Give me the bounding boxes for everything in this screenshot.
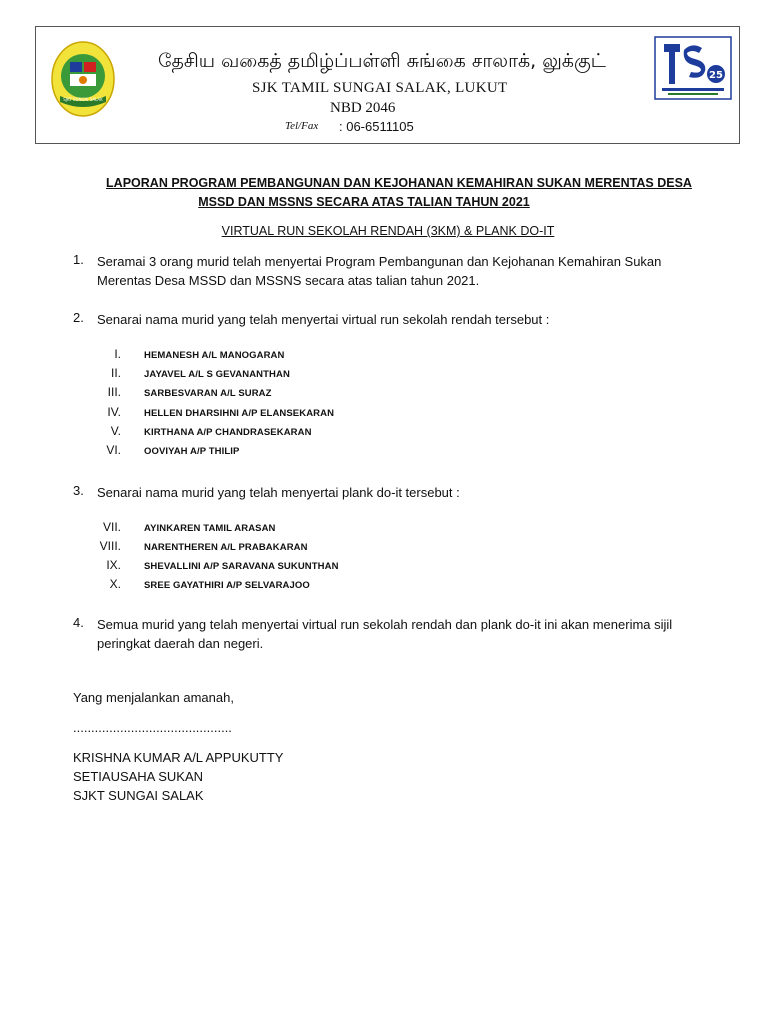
student-name: SHEVALLINI A/P SARAVANA SUKUNTHAN <box>144 561 339 572</box>
student-name: AYINKAREN TAMIL ARASAN <box>144 523 276 534</box>
list-roman: V. <box>110 424 121 438</box>
report-title-line2: MSSD DAN MSSNS SECARA ATAS TALIAN TAHUN 2021 <box>198 195 530 209</box>
student-name: NARENTHEREN A/L PRABAKARAN <box>144 542 308 553</box>
student-name: SREE GAYATHIRI A/P SELVARAJOO <box>144 580 310 591</box>
item-number: 4. <box>73 615 84 630</box>
closing-text: Yang menjalankan amanah, <box>73 690 234 705</box>
school-name-tamil: தேசிய வகைத் தமிழ்ப்பள்ளி சுங்கை சாலாக், லுக்குட் <box>158 50 606 72</box>
signatory-name: KRISHNA KUMAR A/L APPUKUTTY <box>73 750 284 765</box>
report-title-line1: LAPORAN PROGRAM PEMBANGUNAN DAN KEJOHANAN KEMAHIRAN SUKAN MERENTAS DESA <box>106 176 692 190</box>
item-text: Senarai nama murid yang telah menyertai virtual run sekolah rendah tersebut : <box>97 312 550 327</box>
item-text: Semua murid yang telah menyertai virtual run sekolah rendah dan plank do-it ini akan menerima sijil peringkat daerah dan negeri. <box>97 617 673 651</box>
tel-fax-label: Tel/Fax <box>285 120 319 132</box>
item-number: 2. <box>73 310 84 325</box>
signatory-school: SJKT SUNGAI SALAK <box>73 788 204 803</box>
student-name: HELLEN DHARSIHNI A/P ELANSEKARAN <box>144 408 335 419</box>
school-crest-logo <box>50 40 116 118</box>
list-roman: VII. <box>102 520 121 534</box>
list-roman: IX. <box>106 558 121 572</box>
list-roman: VIII. <box>99 539 121 553</box>
report-subtitle: VIRTUAL RUN SEKOLAH RENDAH (3KM) & PLANK DO-IT <box>221 224 555 238</box>
school-name: SJK TAMIL SUNGAI SALAK, LUKUT <box>252 80 508 96</box>
student-name: SARBESVARAN A/L SURAZ <box>144 388 272 399</box>
ministry-anniversary-logo <box>654 36 732 100</box>
signatory-position: SETIAUSAHA SUKAN <box>73 769 204 784</box>
item-number: 1. <box>73 252 84 267</box>
item-number: 3. <box>73 483 84 498</box>
list-roman: X. <box>109 577 121 591</box>
list-roman: IV. <box>107 405 121 419</box>
student-name: KIRTHANA A/P CHANDRASEKARAN <box>144 427 312 438</box>
list-roman: III. <box>107 385 121 399</box>
signature-line: ............................................ <box>73 720 232 735</box>
logo-left-text: SJKT SUNGAI SALAK <box>63 97 103 102</box>
item-text: Seramai 3 orang murid telah menyertai Program Pembangunan dan Kejohanan Kemahiran Sukan Merentas Desa MSSD dan MSSNS secara atas talian tahun 2021. <box>97 254 662 288</box>
student-name: OOVIYAH A/P THILIP <box>144 446 240 457</box>
item-text: Senarai nama murid yang telah menyertai plank do-it tersebut : <box>97 485 460 500</box>
school-code: NBD 2046 <box>330 100 396 116</box>
list-roman: II. <box>110 366 121 380</box>
logo-right-text: 25 <box>709 70 723 81</box>
tel-fax-number: : 06-6511105 <box>339 119 414 134</box>
list-roman: VI. <box>106 443 121 457</box>
student-name: JAYAVEL A/L S GEVANANTHAN <box>144 369 290 380</box>
list-roman: I. <box>114 347 121 361</box>
student-name: HEMANESH A/L MANOGARAN <box>144 350 285 361</box>
